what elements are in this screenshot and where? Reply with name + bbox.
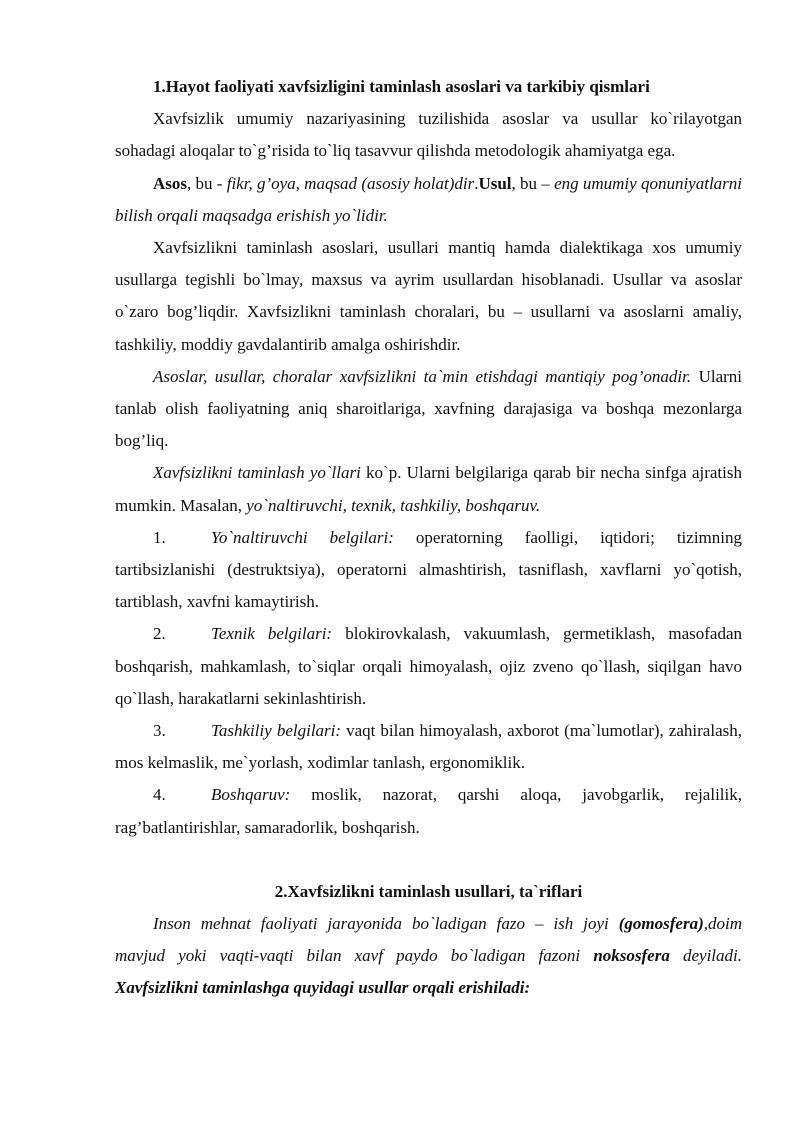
list-label: Tashkiliy belgilari:: [211, 721, 342, 741]
document-body: [115, 71, 742, 1005]
paragraph-definitions: Asos, bu - fikr, g’oya, maqsad (asosiy holat)dir.Usul, bu – eng umumiy qonuniyatlarni bilish orqali maqsadga erishish yo`lidir.: [115, 173, 743, 225]
list-text: moslik, nazorat, qarshi aloqa, javobgarlik, rejalilik, rag’batlantirishlar, samaradorlik, boshqarish.: [115, 785, 742, 837]
list-item: [115, 618, 742, 715]
paragraph-section-2: Inson mehnat faoliyati jarayonida bo`ladigan fazo – ish joyi (gomosfera),doim mavjud yoki vaqti-vaqti bilan xavf paydo bo`ladigan fazoni noksosfera deyiladi. Xavfsizlikni taminlashga quyidagi usullar orqali erishiladi:: [115, 914, 743, 998]
list-item: [115, 522, 742, 619]
list-label: Texnik belgilari:: [211, 624, 333, 644]
term-usul: Usul: [478, 173, 512, 193]
list-number: 4.: [153, 785, 166, 805]
paragraph-4: Asoslar, usullar, choralar xavfsizlikni ta`min etishdagi mantiqiy pog’onadir. Ularni tanlab olish faoliyatning aniq sharoitlariga, xavfning darajasiga va boshqa mezonlarga bog’liq.: [115, 366, 742, 451]
list-number: 1.: [153, 527, 166, 547]
list-label: Yo`naltiruvchi belgilari:: [211, 527, 394, 547]
term-gomosfera: (gomosfera): [618, 914, 704, 934]
paragraph-5: Xavfsizlikni taminlash yo`llari ko`p. Ularni belgilariga qarab bir necha sinfga ajratish mumkin. Masalan, yo`naltiruvchi, texnik, tashkiliy, boshqaruv.: [115, 463, 742, 515]
definition-usul: eng umumiy qonuniyatlarni bilish orqali maqsadga erishish yo`lidir.: [115, 173, 743, 225]
list-number: 3.: [153, 721, 166, 741]
definition-asos: fikr, g’oya, maqsad (asosiy holat)dir: [226, 173, 475, 193]
list-text: operatorning faolligi, iqtidori; tizimning tartibsizlanishi (destruktsiya), operatorni almashtirish, tasniflash, xavflarni yo`qotish, tartiblash, xavfni kamaytirish.: [115, 527, 742, 612]
term-asos: Asos: [153, 173, 188, 193]
methods-intro: Xavfsizlikni taminlashga quyidagi usullar orqali erishiladi:: [115, 978, 531, 998]
section-2-heading: 2.Xavfsizlikni taminlash usullari, ta`riflari: [274, 881, 583, 901]
list-item: [115, 779, 742, 843]
list-text: vaqt bilan himoyalash, axborot (ma`lumotlar), zahiralash, mos kelmaslik, me`yorlash, xodimlar tanlash, ergonomiklik.: [115, 721, 742, 773]
section-1-heading: 1.Hayot faoliyati xavfsizligini taminlash asoslari va tarkibiy qismlari: [153, 77, 650, 96]
list-number: 2.: [153, 624, 166, 644]
list-item: [115, 715, 742, 779]
list-text: blokirovkalash, vakuumlash, germetiklash, masofadan boshqarish, mahkamlash, to`siqlar orqali himoyalash, ojiz zveno qo`llash, siqilgan havo qo`llash, harakatlarni sekinlashtirish.: [115, 624, 743, 708]
list-label: Boshqaruv:: [211, 785, 291, 805]
term-noksosfera: noksosfera: [593, 946, 670, 966]
paragraph-1: Xavfsizlik umumiy nazariyasining tuzilishida asoslar va usullar ko`rilayotgan sohadagi aloqalar to`g’risida to`liq tasavvur qilishda metodologik ahamiyatga ega.: [115, 109, 742, 161]
paragraph-3: Xavfsizlikni taminlash asoslari, usullari mantiq hamda dialektikaga xos umumiy usullarga tegishli bo`lmay, maxsus va ayrim usullardan hisoblanadi. Usullar va asoslar o`zaro bog’liqdir. Xavfsizlikni taminlash choralari, bu – usullarni va asoslarni amaliy, tashkiliy, moddiy gavdalantirib amalga oshirishdir.: [115, 238, 742, 354]
